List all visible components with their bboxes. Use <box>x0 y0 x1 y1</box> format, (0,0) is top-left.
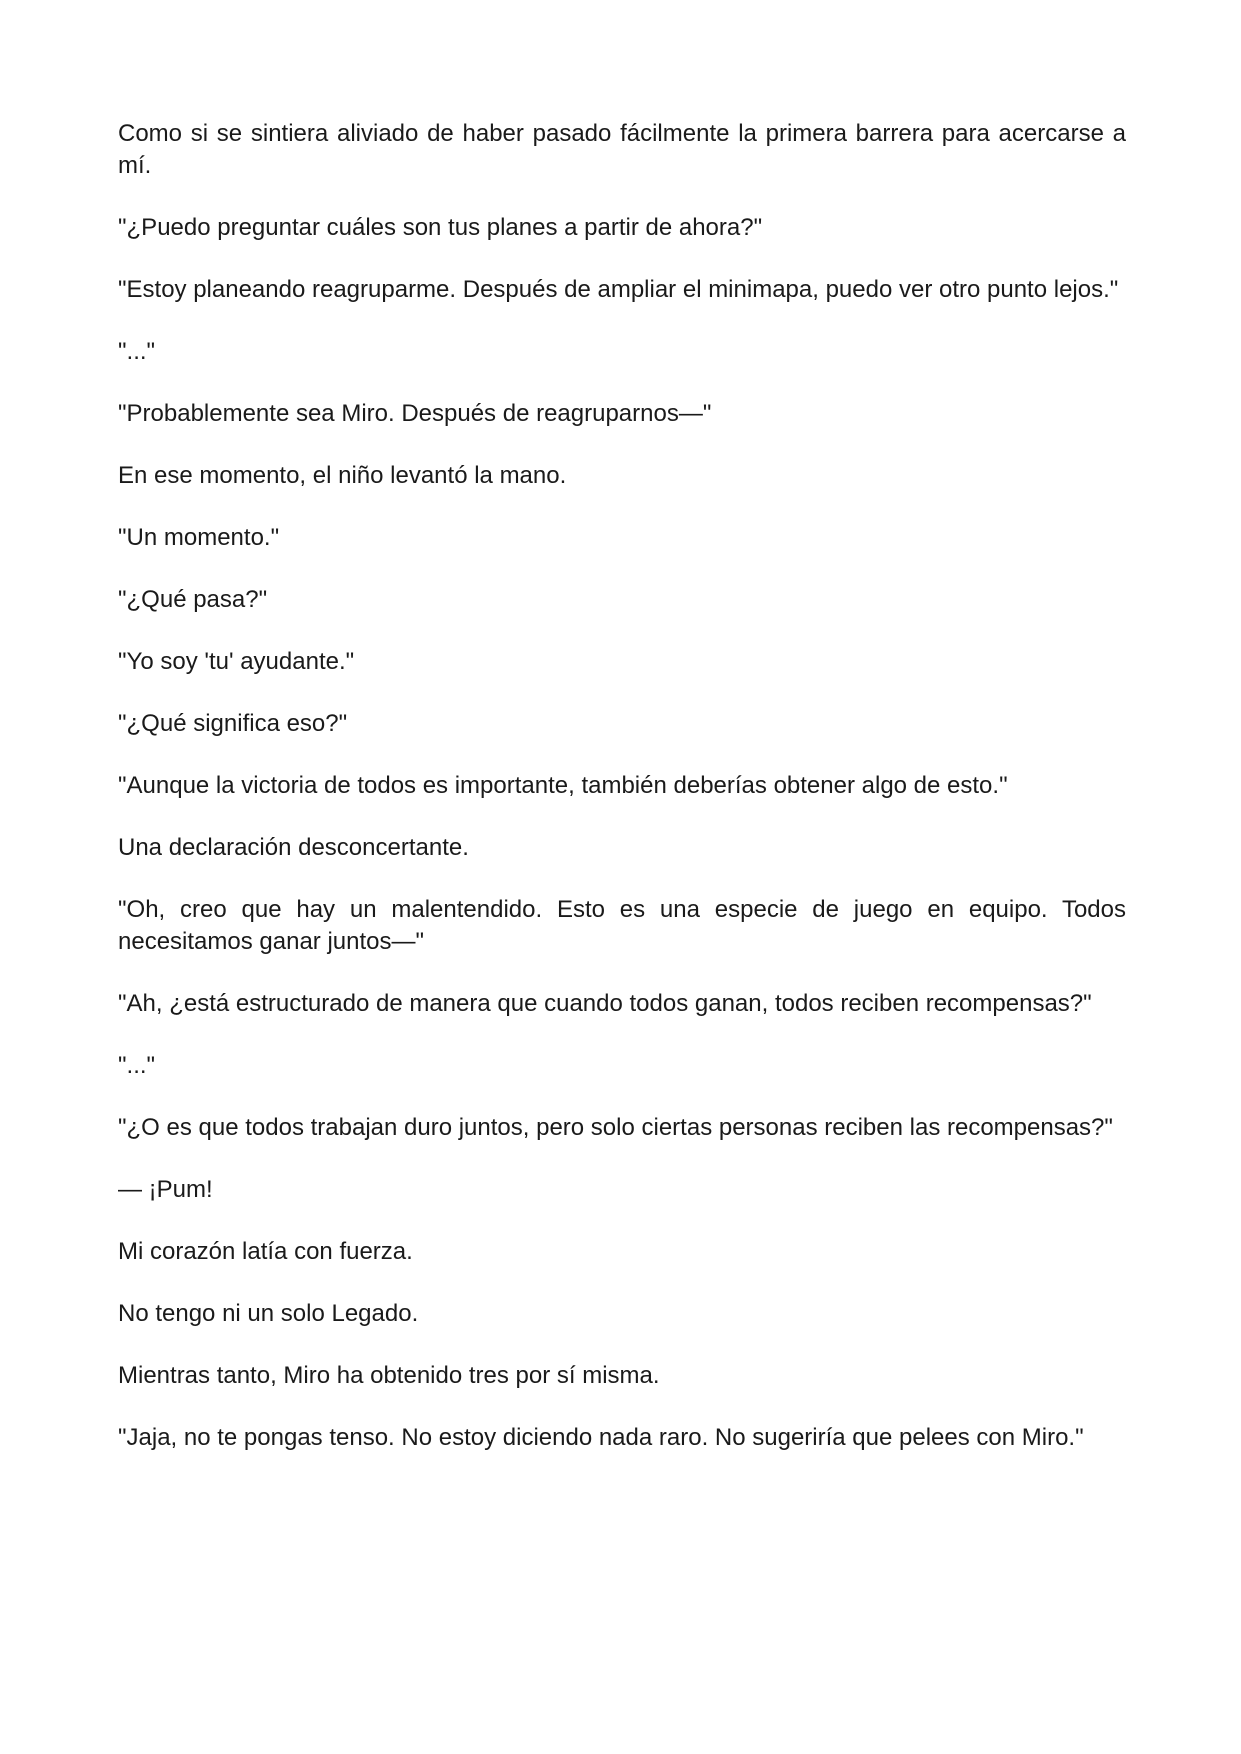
paragraph-14: "Ah, ¿está estructurado de manera que cuando todos ganan, todos reciben recompensas?" <box>118 990 1092 1017</box>
paragraph-18: Mi corazón latía con fuerza. <box>118 1238 413 1265</box>
paragraph-5: "Probablemente sea Miro. Después de reagruparnos—" <box>118 400 712 427</box>
paragraph-1: Como si se sintiera aliviado de haber pasado fácilmente la primera barrera para acercarse a mí. <box>118 120 1126 179</box>
paragraph-17: — ¡Pum! <box>118 1176 213 1203</box>
paragraph-6: En ese momento, el niño levantó la mano. <box>118 462 567 489</box>
paragraph-7: "Un momento." <box>118 524 280 551</box>
document-page <box>118 118 1126 1484</box>
paragraph-19: No tengo ni un solo Legado. <box>118 1300 419 1327</box>
paragraph-8: "¿Qué pasa?" <box>118 586 268 613</box>
paragraph-3: "Estoy planeando reagruparme. Después de ampliar el minimapa, puedo ver otro punto lejos." <box>118 276 1119 303</box>
paragraph-9: "Yo soy 'tu' ayudante." <box>118 648 355 675</box>
paragraph-4: "..." <box>118 338 156 365</box>
paragraph-13: "Oh, creo que hay un malentendido. Esto es una especie de juego en equipo. Todos necesitamos ganar juntos—" <box>118 896 1126 955</box>
paragraph-12: Una declaración desconcertante. <box>118 834 469 861</box>
paragraph-2: "¿Puedo preguntar cuáles son tus planes a partir de ahora?" <box>118 214 763 241</box>
paragraph-20: Mientras tanto, Miro ha obtenido tres por sí misma. <box>118 1362 660 1389</box>
paragraph-15: "..." <box>118 1052 156 1079</box>
paragraph-16: "¿O es que todos trabajan duro juntos, pero solo ciertas personas reciben las recompensas?" <box>118 1114 1113 1141</box>
paragraph-21: "Jaja, no te pongas tenso. No estoy diciendo nada raro. No sugeriría que pelees con Miro." <box>118 1424 1084 1451</box>
paragraph-10: "¿Qué significa eso?" <box>118 710 348 737</box>
paragraph-11: "Aunque la victoria de todos es importante, también deberías obtener algo de esto." <box>118 772 1008 799</box>
